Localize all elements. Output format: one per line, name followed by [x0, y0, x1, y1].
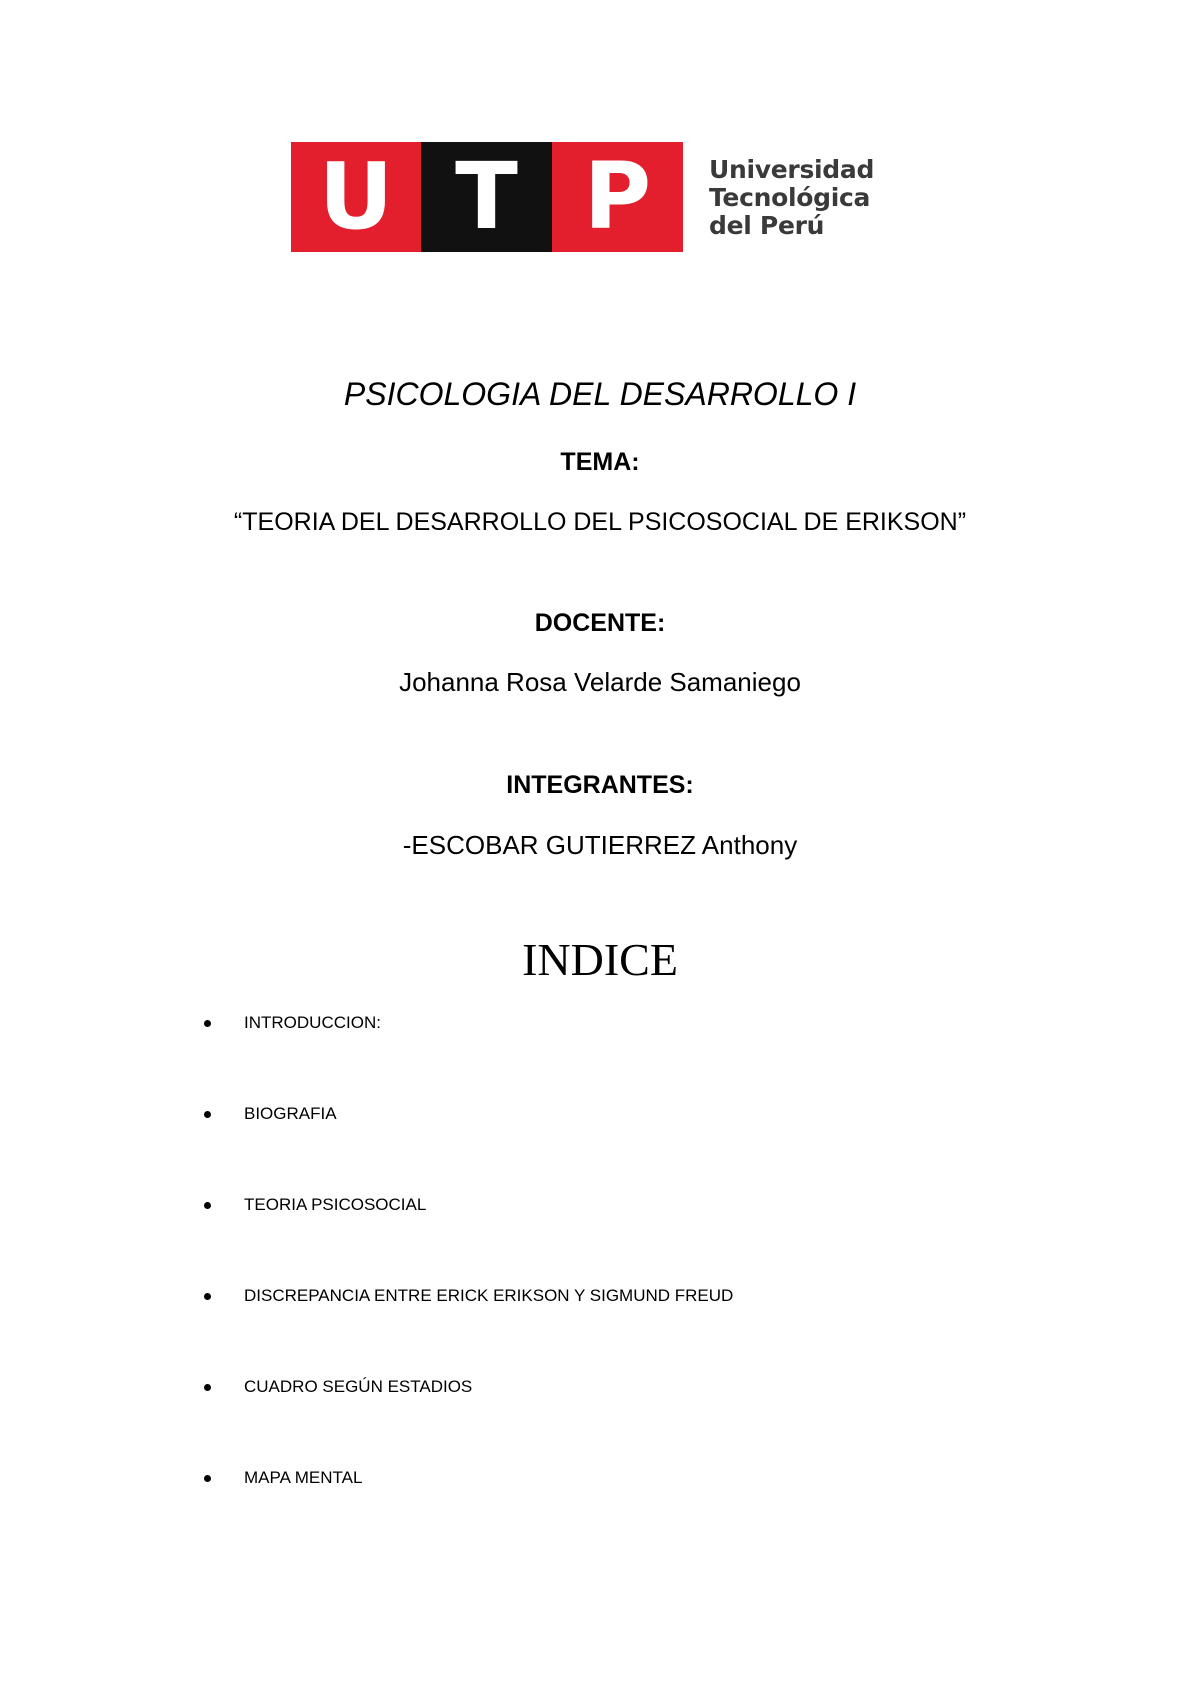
tema-value: “TEORIA DEL DESARROLLO DEL PSICOSOCIAL DE ERIKSON” — [233, 508, 967, 536]
index-item-label: INTRODUCCION: — [244, 1013, 381, 1032]
tema-label: TEMA: — [560, 448, 640, 476]
index-item — [204, 1102, 1004, 1126]
course-title: PSICOLOGIA DEL DESARROLLO I — [343, 376, 857, 412]
integrantes-value: -ESCOBAR GUTIERREZ Anthony — [402, 830, 798, 860]
bullet-icon — [204, 1111, 211, 1118]
logo-letter-p: P — [552, 142, 683, 252]
index-item — [204, 1011, 1004, 1035]
bullet-icon — [204, 1293, 211, 1300]
logo-text-line: Tecnológica — [709, 183, 871, 212]
index-item-label: CUADRO SEGÚN ESTADIOS — [244, 1377, 473, 1396]
index-item-label: MAPA MENTAL — [244, 1468, 363, 1487]
docente-label: DOCENTE: — [534, 609, 666, 637]
index-item — [204, 1375, 1004, 1399]
bullet-icon — [204, 1020, 211, 1027]
index-item-label: DISCREPANCIA ENTRE ERICK ERIKSON Y SIGMUND FREUD — [244, 1286, 734, 1305]
index-item — [204, 1193, 1004, 1217]
bullet-icon — [204, 1475, 211, 1482]
docente-value: Johanna Rosa Velarde Samaniego — [399, 667, 801, 697]
index-item — [204, 1466, 1004, 1490]
utp-logo — [291, 142, 891, 252]
logo-letter-t: T — [421, 142, 552, 252]
bullet-icon — [204, 1384, 211, 1391]
bullet-icon — [204, 1202, 211, 1209]
index-item-label: TEORIA PSICOSOCIAL — [244, 1195, 427, 1214]
logo-letter-u: U — [291, 142, 421, 252]
logo-text-line: Universidad — [709, 155, 875, 184]
logo-university-name — [709, 156, 899, 240]
logo-text-line: del Perú — [709, 211, 825, 240]
integrantes-label: INTEGRANTES: — [506, 771, 694, 799]
index-item-label: BIOGRAFIA — [244, 1104, 337, 1123]
index-item — [204, 1284, 1004, 1308]
index-title: INDICE — [522, 934, 678, 985]
